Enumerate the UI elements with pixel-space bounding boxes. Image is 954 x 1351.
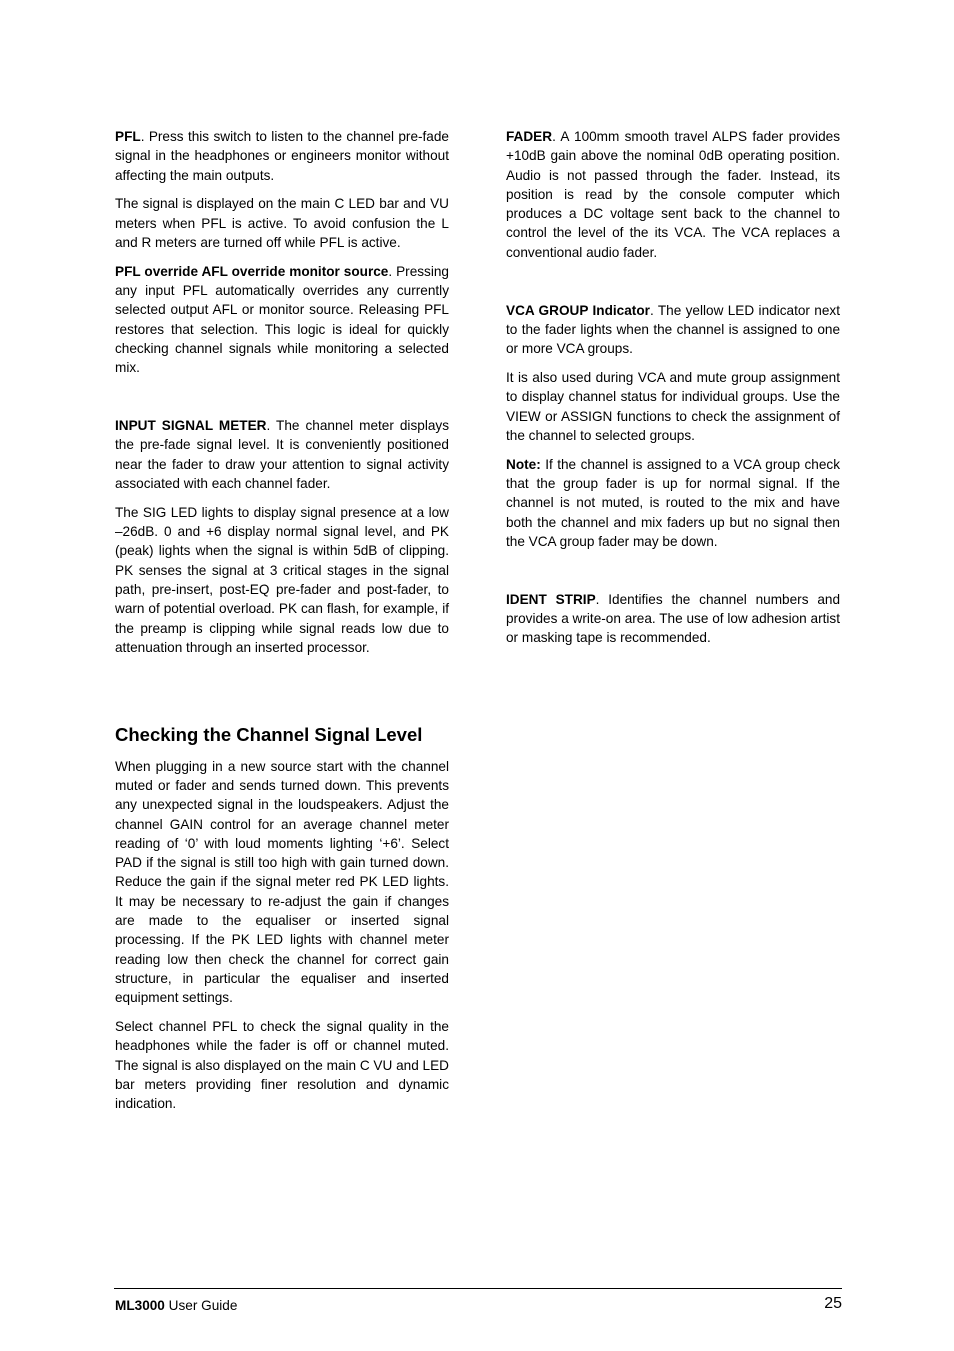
spacer [115, 667, 449, 723]
fader-title: FADER [506, 129, 553, 144]
left-column [115, 127, 449, 1123]
note-text: If the channel is assigned to a VCA group check that the group fader is up for normal signal. If the channel is not muted, is routed to the mix and have both the channel and mix faders up but no signal then the VCA group fader may be down. [506, 456, 840, 549]
fader-paragraph [506, 127, 840, 262]
footer-product: ML3000 [115, 1298, 165, 1313]
vca-text: . The yellow LED indicator next to the fader lights when the channel is assigned to one or more VCA groups. [506, 302, 840, 357]
input-meter-text: . The channel meter displays the pre-fade signal level. It is conveniently positioned near the fader to draw your attention to signal activity associated with each channel fader. [115, 418, 449, 491]
page-number: 25 [824, 1295, 842, 1312]
pfl-override-text: . Pressing any input PFL automatically overrides any currently selected output AFL or monitor source. Releasing PFL restores that selection. This logic is ideal for quickly checking channel signals while monitoring a selected mix. [115, 263, 449, 376]
pfl-title: PFL [115, 129, 141, 144]
pfl-override-title: PFL override AFL override monitor source [115, 263, 389, 279]
sig-led-paragraph: The SIG LED lights to display signal presence at a low –26dB. 0 and +6 display normal signal level, and PK (peak) lights when the signal is within 5dB of clipping. PK senses the signal at 3 critical stages in the signal path, pre-insert, post-EQ pre-fader and post-fader, to warn of potential overload. PK can flash, for example, if the preamp is clipping while signal reads low due to attenuation through an inserted processor. [115, 504, 449, 655]
fader-text: . A 100mm smooth travel ALPS fader provides +10dB gain above the nominal 0dB operating position. Audio is not passed through the fader. Instead, its position is read by the console computer which produces a DC voltage sent back to the channel to control the level of the its VCA. The VCA replaces a conventional audio fader. [506, 129, 840, 260]
ident-title: IDENT STRIP [506, 591, 596, 607]
section-heading: Checking the Channel Signal Level [115, 723, 423, 745]
checking-paragraph-2: Select channel PFL to check the signal quality in the headphones while the fader is off or channel muted. The signal is also displayed on the main C VU and LED bar meters providing finer resolution and dynamic indication. [115, 1018, 449, 1112]
vca-paragraph [506, 301, 840, 359]
ident-text: . Identifies the channel numbers and provides a write-on area. The use of low adhesion artist or masking tape is recommended. [506, 591, 841, 646]
pfl-display-paragraph: The signal is displayed on the main C LED bar and VU meters when PFL is active. To avoid confusion the L and R meters are turned off while PFL is active. [115, 196, 449, 250]
ident-paragraph [506, 590, 840, 648]
pfl-text: . Press this switch to listen to the channel pre-fade signal in the headphones or engineers monitor without affecting the main outputs. [115, 129, 449, 183]
vca-title: VCA GROUP Indicator [506, 302, 650, 318]
input-meter-title: INPUT SIGNAL METER [115, 418, 267, 434]
pfl-paragraph [115, 127, 449, 185]
vca-assignment-paragraph: It is also used during VCA and mute group assignment to display channel status for individual groups. Use the VIEW or ASSIGN functions to check the assignment of the channel to selected groups. [506, 369, 840, 443]
spacer [506, 561, 840, 590]
input-meter-paragraph [115, 416, 449, 493]
pfl-override-paragraph [115, 262, 449, 378]
spacer [115, 387, 449, 416]
footer-divider [114, 1288, 842, 1289]
vca-note-paragraph [506, 455, 840, 551]
note-label: Note: [506, 456, 541, 472]
right-column [506, 127, 840, 657]
spacer [506, 272, 840, 301]
footer-guide: User Guide [164, 1298, 238, 1313]
checking-paragraph-1: When plugging in a new source start with the channel muted or fader and sends turned down. This prevents any unexpected signal in the loudspeakers. Adjust the channel GAIN control for an average channel meter reading of ‘0’ with loud moments lighting ‘+6’. Select PAD if the signal is still too high with gain turned down. Reduce the gain if the signal meter red PK LED lights. It may be necessary to re-adjust the gain if changes are made to the equaliser or inserted signal processing. If the PK LED lights with channel meter reading low then check the channel for correct gain structure, in particular the equaliser and inserted equipment settings. [115, 758, 449, 1006]
footer-title [115, 1298, 237, 1313]
